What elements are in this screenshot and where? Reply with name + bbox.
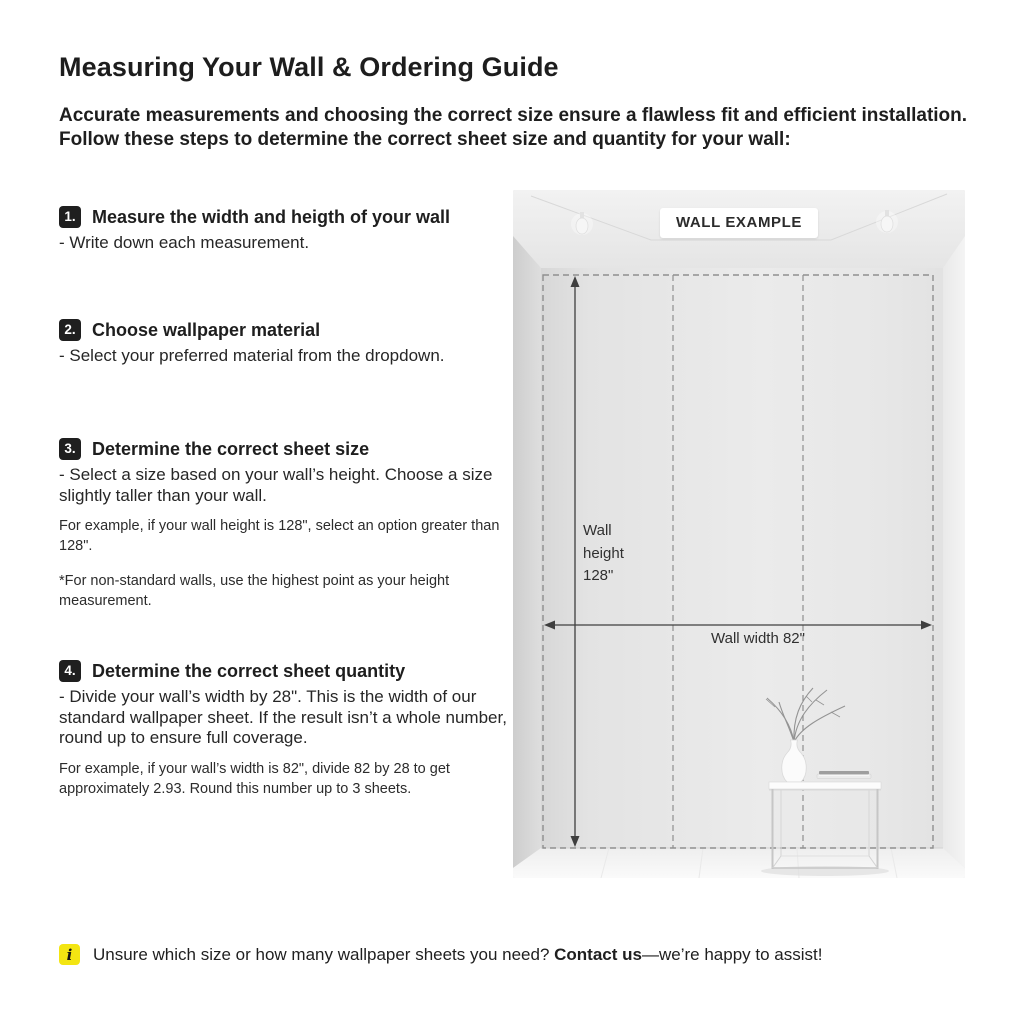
step-4 xyxy=(59,660,537,799)
step-3-note-example: For example, if your wall height is 128", select an option greater than 128". xyxy=(59,518,500,555)
step-3-body: - Select a size based on your wall’s height. Choose a size slightly taller than your wall. xyxy=(59,465,493,505)
wall-width-label: Wall width 82" xyxy=(711,630,805,647)
room-illustration xyxy=(513,190,965,878)
info-icon xyxy=(59,944,80,965)
step-1-body: - Write down each measurement. xyxy=(59,233,310,252)
step-4-number-badge: 4. xyxy=(59,660,81,682)
step-3-number-badge: 3. xyxy=(59,438,81,460)
wall-example-photo xyxy=(513,190,965,878)
help-note-after: —we’re happy to assist! xyxy=(641,944,823,964)
book-on-table xyxy=(817,771,871,779)
contact-us-link[interactable]: Contact us xyxy=(554,944,642,964)
step-3-heading: Determine the correct sheet size xyxy=(92,438,370,459)
wall-example-label: WALL EXAMPLE xyxy=(660,208,818,238)
intro-paragraph: Accurate measurements and choosing the correct size ensure a flawless fit and efficient installation. Follow these steps to determine the correct sheet size and quantity for your wall: xyxy=(59,105,968,150)
left-wall xyxy=(513,236,541,868)
help-note-text xyxy=(93,945,822,965)
step-2-heading: Choose wallpaper material xyxy=(92,319,321,340)
step-4-note-example: For example, if your wall’s width is 82", divide 82 by 28 to get approximately 2.93. Round this number up to 3 sheets. xyxy=(59,761,450,798)
step-1-heading: Measure the width and heigth of your wall xyxy=(92,206,451,227)
step-2 xyxy=(59,319,537,367)
step-2-body: - Select your preferred material from the dropdown. xyxy=(59,346,445,365)
wall-height-label: Wall height 128" xyxy=(583,522,624,584)
info-icon-glyph: i xyxy=(66,946,73,964)
step-4-body: - Divide your wall’s width by 28". This is the width of our standard wallpaper sheet. If the result isn’t a whole number, round up to ensure full coverage. xyxy=(59,687,507,748)
help-note xyxy=(59,944,822,965)
step-3-note-nonstandard: *For non-standard walls, use the highest point as your height measurement. xyxy=(59,573,450,610)
step-1-number-badge: 1. xyxy=(59,206,81,228)
step-3 xyxy=(59,438,537,611)
right-wall xyxy=(943,236,965,868)
page-title: Measuring Your Wall & Ordering Guide xyxy=(59,52,559,82)
step-1 xyxy=(59,206,537,254)
floor xyxy=(513,848,965,878)
help-note-before: Unsure which size or how many wallpaper sheets you need? xyxy=(93,944,555,964)
step-2-number-badge: 2. xyxy=(59,319,81,341)
step-4-heading: Determine the correct sheet quantity xyxy=(92,660,406,681)
